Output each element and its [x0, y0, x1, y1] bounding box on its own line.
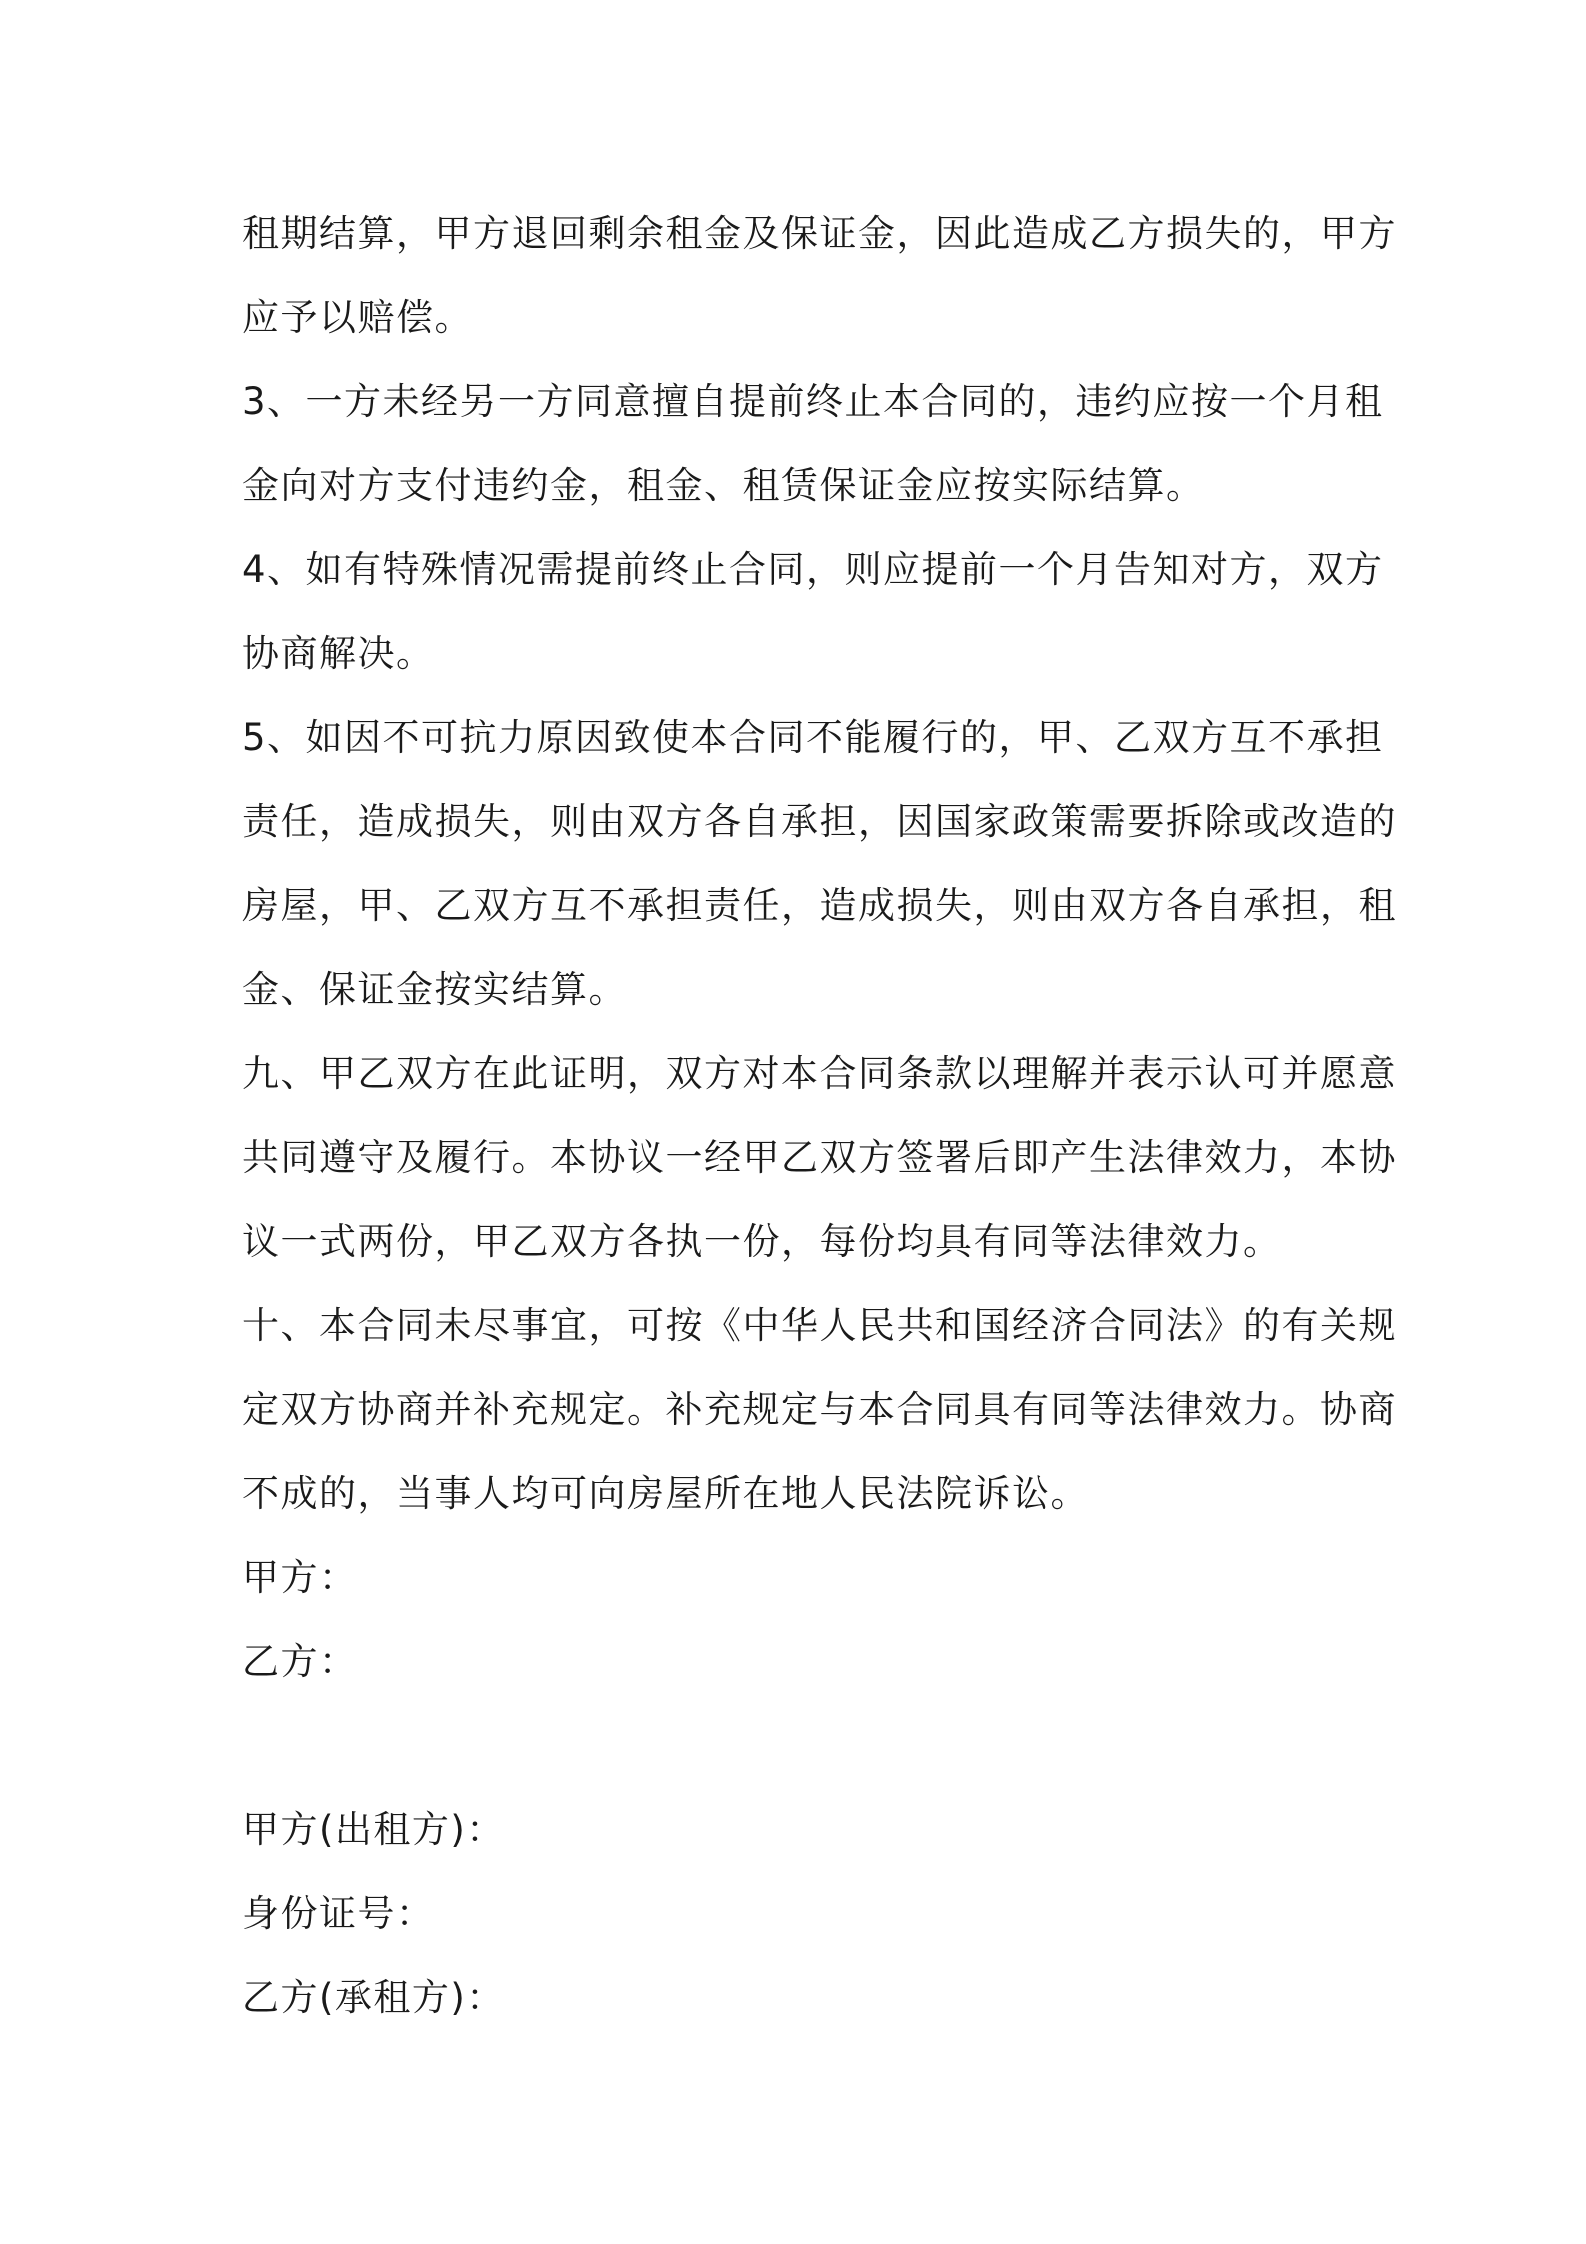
- party-a-signature-label: 甲方：: [242, 1556, 358, 1599]
- text-line: 共同遵守及履行。本协议一经甲乙双方签署后即产生法律效力，本协: [242, 1136, 1397, 1179]
- lessor-label: 甲方(出租方)：: [242, 1808, 505, 1851]
- text-line: 议一式两份，甲乙双方各执一份，每份均具有同等法律效力。: [242, 1220, 1282, 1263]
- id-number-label: 身份证号：: [242, 1892, 435, 1935]
- text-line: 金、保证金按实结算。: [242, 968, 627, 1011]
- clause-5: 5、如因不可抗力原因致使本合同不能履行的，甲、乙双方互不承担: [242, 716, 1384, 759]
- text-line: 不成的，当事人均可向房屋所在地人民法院诉讼。: [242, 1472, 1089, 1515]
- text-line: 房屋，甲、乙双方互不承担责任，造成损失，则由双方各自承担，租: [242, 884, 1397, 927]
- text-line: 协商解决。: [242, 632, 435, 675]
- text-line: 租期结算，甲方退回剩余租金及保证金，因此造成乙方损失的，甲方: [242, 212, 1397, 255]
- text-line: 定双方协商并补充规定。补充规定与本合同具有同等法律效力。协商: [242, 1388, 1397, 1431]
- text-line: 金向对方支付违约金，租金、租赁保证金应按实际结算。: [242, 464, 1205, 507]
- text-line: 应予以赔偿。: [242, 296, 473, 339]
- party-b-signature-label: 乙方：: [242, 1640, 358, 1683]
- section-nine: 九、甲乙双方在此证明，双方对本合同条款以理解并表示认可并愿意: [242, 1052, 1397, 1095]
- spacer: [242, 1704, 1354, 1788]
- lessee-label: 乙方(承租方)：: [242, 1976, 505, 2019]
- clause-4: 4、如有特殊情况需提前终止合同，则应提前一个月告知对方，双方: [242, 548, 1384, 591]
- text-line: 责任，造成损失，则由双方各自承担，因国家政策需要拆除或改造的: [242, 800, 1397, 843]
- section-ten: 十、本合同未尽事宜，可按《中华人民共和国经济合同法》的有关规: [242, 1304, 1397, 1347]
- clause-3: 3、一方未经另一方同意擅自提前终止本合同的，违约应按一个月租: [242, 380, 1384, 423]
- document-body: [242, 192, 1397, 2040]
